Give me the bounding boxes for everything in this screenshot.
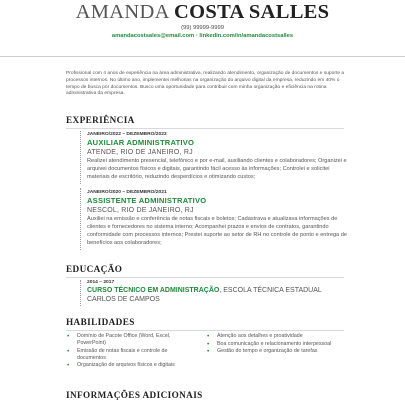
- job-place: NESCOL, RIO DE JANEIRO, RJ: [87, 207, 194, 214]
- education-entry: [87, 279, 349, 304]
- header-divider: [0, 56, 405, 57]
- job-entry: [87, 131, 349, 181]
- skill-item: • Organização de arquivos físicos e digitais: [66, 362, 196, 369]
- contact-links[interactable]: amandacostsales@email.com · linkedin.com/in/amandacostsalles: [111, 33, 294, 39]
- job-dates: JANEIRO/2020 – DEZEMBRO/2021: [87, 190, 167, 195]
- education-section-title: EDUCAÇÃO: [66, 264, 123, 274]
- experience-section-rule: [66, 128, 344, 129]
- skills-section-title: HABILIDADES: [66, 317, 135, 327]
- first-name: AMANDA: [75, 1, 169, 23]
- skills-column-left: [66, 333, 196, 370]
- job-place: ATENDE, RIO DE JANEIRO, RJ: [87, 149, 193, 156]
- skill-item: • Boa comunicação e relacionamento interpessoal: [206, 341, 336, 348]
- resume-header: [0, 0, 405, 42]
- phone-number: (99) 99999-9999: [181, 25, 224, 31]
- experience-section-title: EXPERIÊNCIA: [66, 115, 135, 125]
- skill-item: • Atenção aos detalhes e proatividade: [206, 333, 336, 340]
- job-role: AUXILIAR ADMINISTRATIVO: [87, 138, 195, 147]
- education-line: [87, 286, 349, 304]
- professional-summary: Profissional com 4 anos de experiência na área administrativa, realizando atendimento, organização de documentos e suporte a processos internos. No último ano, implementei melhorias na organização do arquivo digital da empresa, reduzindo em 40% o tempo de busca por documentos. Busco uma oportunidade para contribuir com minha organização e eficiência na rotina administrativa da empresa.: [66, 71, 345, 97]
- job-description: Realizei atendimento presencial, telefônico e por e-mail, auxiliando clientes e colaboradores; Organizei e arquivei documentos físicos e digitais, garantindo fácil acesso às informações; Controlei e solicitei materiais de escritório, reduzindo desperdícios e otimizando custos;: [87, 158, 347, 180]
- skill-item: • Emissão de notas fiscais e controle de documentos: [66, 348, 196, 362]
- education-dates: 2014 – 2017: [87, 280, 115, 285]
- skill-item: • Domínio de Pacote Office (Word, Excel, PowerPoint): [66, 333, 196, 347]
- education-school: , ESCOLA TÉCNICA ESTADUAL CARLOS DE CAMPOS: [87, 287, 322, 303]
- job-role: ASSISTENTE ADMINISTRATIVO: [87, 196, 207, 205]
- skills-section-rule: [66, 330, 344, 331]
- additional-info-section-title: INFORMAÇÕES ADICIONAIS: [66, 390, 203, 400]
- skill-item: • Gestão do tempo e organização de tarefas: [206, 348, 336, 355]
- job-dates: JANEIRO/2022 – DEZEMBRO/2023: [87, 132, 167, 137]
- education-course: CURSO TÉCNICO EM ADMINISTRAÇÃO: [87, 287, 220, 294]
- education-section-rule: [66, 277, 344, 278]
- timeline-line: [80, 280, 81, 306]
- timeline-line: [80, 131, 81, 184]
- last-name: COSTA SALLES: [174, 1, 330, 23]
- job-entry: [87, 189, 349, 247]
- candidate-name: [0, 0, 405, 23]
- skills-column-right: [206, 333, 336, 356]
- timeline-line: [80, 188, 81, 250]
- job-description: Auxiliei na emissão e conferência de notas fiscais e boletos; Cadastrava e atualizava informações de clientes e fornecedores no sistema interno; Acompanhei prazos e envios de contratos, garantindo conformidade com processos internos; Prestei suporte ao setor de RH no controle de ponto e entrega de benefícios aos colaboradores;: [87, 216, 347, 246]
